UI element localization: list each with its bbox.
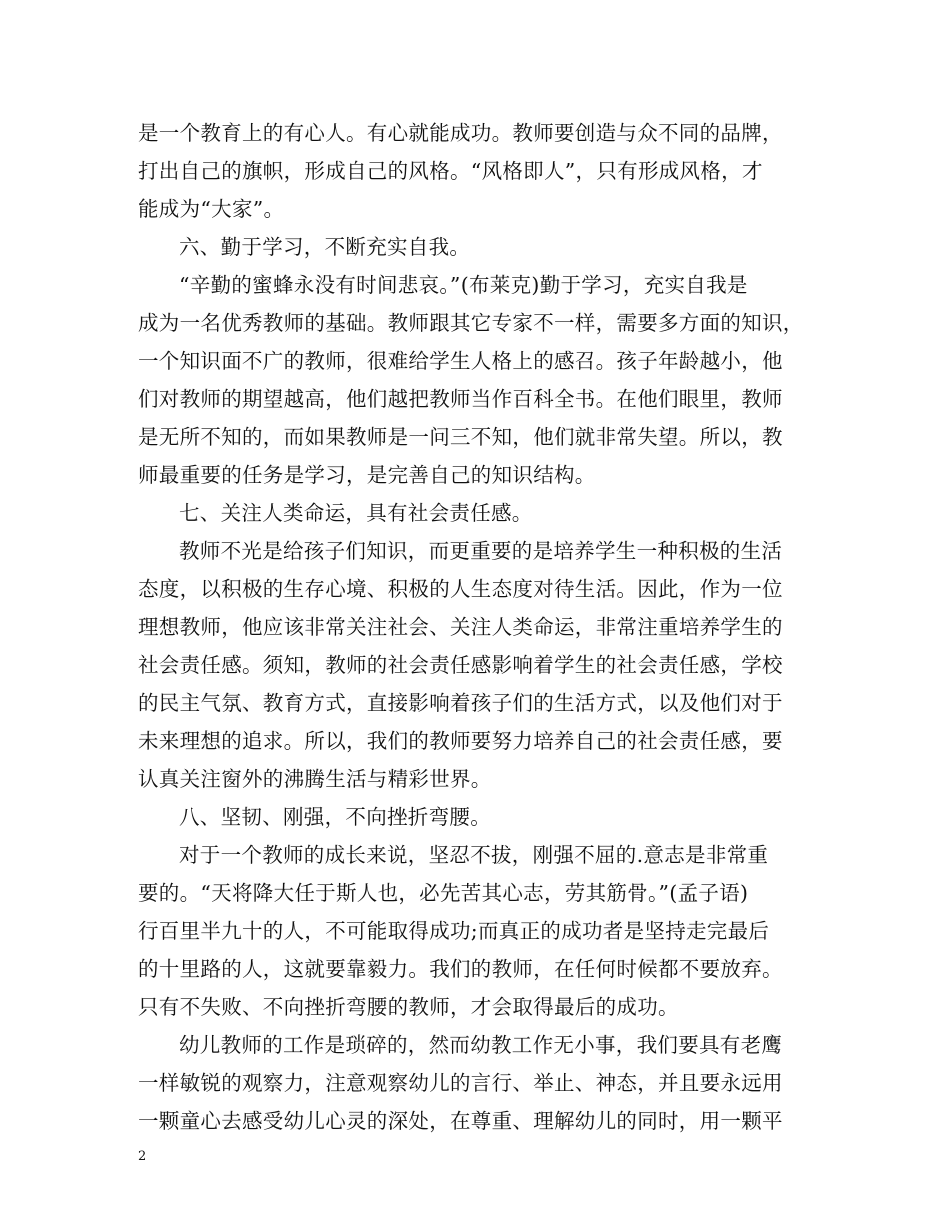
text-line: 教师不光是给孩子们知识，而更重要的是培养学生一种积极的生活 [179, 539, 783, 563]
text-line: 要的。“天将降大任于斯人也，必先苦其心志，劳其筋骨。”(孟子语) [138, 881, 749, 905]
text-line: 理想教师，他应该非常关注社会、关注人类命运，非常注重培养学生的 [138, 615, 783, 639]
text-line: 的十里路的人，这就要靠毅力。我们的教师，在任何时候都不要放弃。 [138, 957, 783, 981]
text-line: 社会责任感。须知，教师的社会责任感影响着学生的社会责任感，学校 [138, 653, 783, 677]
text-line: 能成为“大家”。 [138, 197, 285, 221]
page-number: 2 [138, 1149, 147, 1164]
text-line: 是无所不知的，而如果教师是一问三不知，他们就非常失望。所以，教 [138, 425, 783, 449]
text-line: 一样敏锐的观察力，注意观察幼儿的言行、举止、神态，并且要永远用 [138, 1071, 783, 1095]
text-line: 打出自己的旗帜，形成自己的风格。“风格即人”，只有形成风格，才 [138, 159, 763, 183]
text-line: 只有不失败、不向挫折弯腰的教师，才会取得最后的成功。 [138, 995, 679, 1019]
text-line: 六、勤于学习，不断充实自我。 [179, 235, 471, 259]
text-line: 是一个教育上的有心人。有心就能成功。教师要创造与众不同的品牌， [138, 121, 783, 145]
text-line: 幼儿教师的工作是琐碎的，然而幼教工作无小事，我们要具有老鹰 [179, 1033, 783, 1057]
text-line: 认真关注窗外的沸腾生活与精彩世界。 [138, 767, 492, 791]
text-line: 的民主气氛、教育方式，直接影响着孩子们的生活方式，以及他们对于 [138, 691, 783, 715]
text-line: 态度，以积极的生存心境、积极的人生态度对待生活。因此，作为一位 [138, 577, 783, 601]
text-line: 行百里半九十的人，不可能取得成功;而真正的成功者是坚持走完最后 [138, 919, 770, 943]
document-body [138, 114, 818, 1140]
text-line: 一颗童心去感受幼儿心灵的深处，在尊重、理解幼儿的同时，用一颗平 [138, 1109, 783, 1133]
text-line: 八、坚韧、刚强，不向挫折弯腰。 [179, 805, 491, 829]
text-line: 对于一个教师的成长来说，坚忍不拔，刚强不屈的.意志是非常重 [179, 843, 769, 867]
text-line: 未来理想的追求。所以，我们的教师要努力培养自己的社会责任感，要 [138, 729, 783, 753]
text-line: 一个知识面不广的教师，很难给学生人格上的感召。孩子年龄越小，他 [138, 349, 783, 373]
text-line: 师最重要的任务是学习，是完善自己的知识结构。 [138, 463, 596, 487]
text-line: 七、关注人类命运，具有社会责任感。 [179, 501, 533, 525]
text-line: “辛勤的蜜蜂永没有时间悲哀。”(布莱克)勤于学习，充实自我是 [179, 273, 748, 297]
text-line: 成为一名优秀教师的基础。教师跟其它专家不一样，需要多方面的知识， [138, 311, 804, 335]
text-line: 们对教师的期望越高，他们越把教师当作百科全书。在他们眼里，教师 [138, 387, 783, 411]
